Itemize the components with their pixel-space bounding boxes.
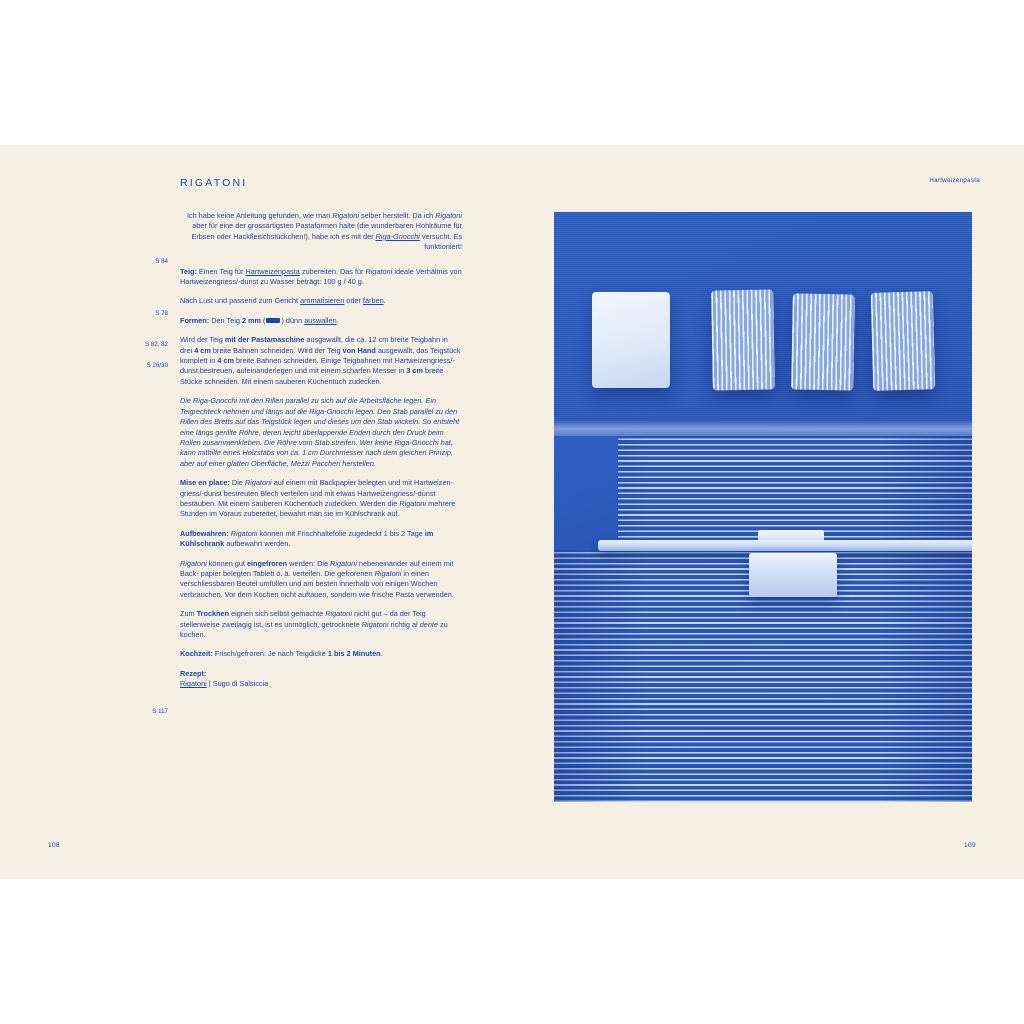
pasta-piece-plain (592, 292, 670, 388)
thickness-swatch-icon (266, 318, 280, 323)
wooden-dowel (598, 540, 972, 551)
sidenote-ref[interactable]: S 78 (155, 310, 168, 317)
rolled-pasta-tube (749, 553, 837, 597)
rezept-entry[interactable]: Rigatoni | Sugo di Salsiccia (180, 679, 269, 689)
paragraph-pastamaschine: Wird der Teig mit der Pastamaschine ausgewallt, die ca. 12 cm breite Teigbahn in drei 4 cm breite Bahnen schneiden. Wird der Teig von Hand ausgewallt, das Teigstück komplett in 4 cm breite Bahnen schneiden. Einige Teigbahnen mit Hartweizengriess/-dunst bestreuen, aufeinanderlegen und mit einem scharfen Messer in 3 cm breite Stücke schneiden. Mit einem sauberen Küchentuch zudecken. (180, 335, 461, 386)
paragraph-einfrieren: Rigatoni können gut eingefroren werden: Die Rigatoni nebeneinander auf einem mit Back- papier belegten Tablett o. ä. verteilen. Die gefrorenen Rigatoni in einen verschliessbaren Beutel umfüllen und am besten innerhalb von einigen Wochen verbrauchen. Vor dem Kochen nicht auftauen, sondern wie frische Pasta verwenden. (180, 558, 454, 599)
paragraph-aromatisieren: Nach Lust und passend zum Gericht aromatisieren oder färben. (180, 296, 386, 306)
pasta-piece-ridged (871, 291, 936, 391)
pasta-piece-ridged (791, 293, 855, 390)
body-column (180, 211, 462, 699)
intro-paragraph: Ich habe keine Anleitung gefunden, wie man Rigatoni selber herstellt. Da ich Rigatoni aber für eine der grossartigsten Pastaformen halte (die wunderbaren Hohlräume für Erbsen oder Hackfleischstückchen!), habe ich es mit der Riga-Gnocchi versucht. Es funktioniert! (186, 211, 462, 252)
pasta-piece-ridged (711, 289, 775, 390)
paragraph-aufbewahren: Aufbewahren: Rigatoni können mit Frischhaltefolie zugedeckt 1 bis 2 Tage im Kühlschrank aufbewahrt werden. (180, 528, 434, 549)
sidenote-ref[interactable]: S 82, 82 (144, 341, 168, 348)
paragraph-kochzeit: Kochzeit: Frisch/gefroren: Je nach Teigdicke 1 bis 2 Minuten. (180, 649, 383, 659)
running-head: Hartweizenpasta (929, 177, 980, 184)
right-page (512, 145, 1024, 879)
page-title: RIGATONI (180, 177, 248, 189)
paragraph-riga-gnocchi: Die Riga-Gnocchi mit den Rillen parallel zu sich auf die Arbeitsfläche legen. Ein Teigrechteck nehmen und längs auf die Riga-Gnocchi legen. Den Stab parallel zu den Rillen des Bretts auf das Teigstück legen und dieses um den Stab wickeln. So entsteht eine längs gerillte Röhre, deren leicht überlappende Enden durch den Druck beim Rollen zusammenkleben. Die Röhre vom Stab streifen. Wer keine Riga-Gnocchi hat, kann mithilfe eines Holzstabs von ca. 1 cm Durchmesser nach dem gleichen Prinzip, aber auf einer glatten Oberfläche, Mezzi Paccheri herstellen. (180, 396, 460, 468)
paragraph-trocknen: Zum Trocknen eignen sich selbst gemachte Rigatoni nicht gut – da der Teig stellenweise zweilagig ist, ist es unmöglich, getrocknete Rigatoni richtig al dente zu kochen. (180, 609, 448, 639)
sidenote-ref[interactable]: S 84 (155, 258, 168, 265)
book-spread (0, 145, 1024, 879)
sidenote-ref[interactable]: S 117 (152, 708, 168, 715)
paragraph-teig: Teig: Einen Teig für Hartweizenpasta zubereiten. Das für Rigatoni ideale Verhältnis von Hartweizengriess/-dunst zu Wasser beträgt: 100 g / 40 g. (180, 266, 462, 287)
paragraph-formen: Formen: Den Teig 2 mm ( ) dünn auswallen. (180, 315, 339, 325)
paragraph-mise-en-place: Mise en place: Die Rigatoni auf einem mit Backpapier belegten und mit Hartweizen- griess/-dunst bestreuten Blech verteilen und mit etwas Hartweizengriess/-dunst bestäuben. Mit einem sauberen Küchentuch zudecken. Werden die Rigatoni mehrere Stunden im Voraus zubereitet, bewahrt man sie im Kühlschrank auf. (180, 478, 456, 519)
rezept-heading: Rezept: (180, 668, 207, 678)
rigatoni-photo (554, 212, 972, 802)
folio-left: 108 (48, 842, 61, 849)
folio-right: 109 (963, 842, 976, 849)
sidenote-ref[interactable]: S 26/30 (146, 362, 168, 369)
left-page (0, 145, 512, 879)
board-top-edge (554, 420, 972, 436)
board-left-cut (554, 436, 618, 550)
